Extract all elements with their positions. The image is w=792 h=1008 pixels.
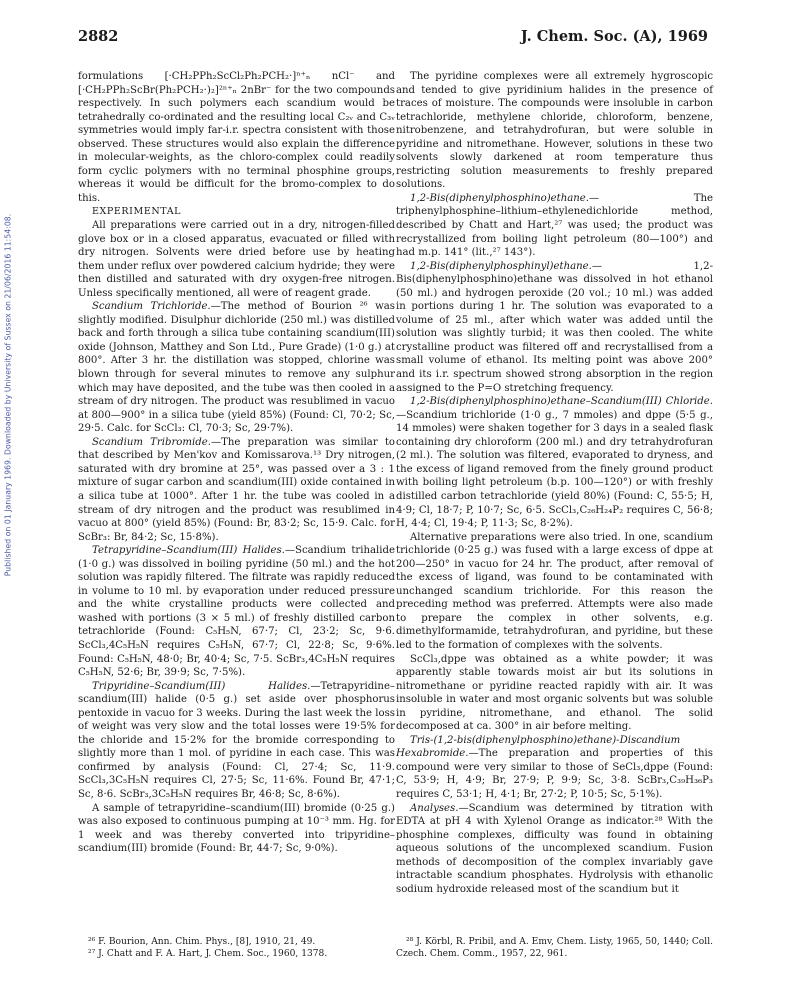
paragraph <box>78 300 395 435</box>
subheading: Analyses. <box>410 802 459 814</box>
paragraph-text: —The preparation and properties of this compound were very similar to those of SeCl₃,dppe (Found: C, 53·9; H, 4·9; Br, 27·9; P, 9·9; Sc, 3·8. ScBr₃,C₃₉H₃₆P₃ requires C, 53·1; H, 4·1; Br, 27·2; P, 10·5; Sc, 5·1%). <box>396 748 713 800</box>
right-column <box>396 70 713 896</box>
subheading: Tetrapyridine–Scandium(III) Halides. <box>92 545 285 557</box>
paragraph <box>396 734 713 802</box>
paragraph: Alternative preparations were also tried. In one, scandium trichloride (0·25 g.) was fused with a large excess of dppe at 200—250° in vacuo for 24 hr. The product, after removal of the excess of ligand, was found to be contaminated with unchanged scandium trichloride. For this reason the preceding method was preferred. Attempts were also made to prepare the complex in other solvents, e.g. dimethylformamide, tetrahydrofuran, and pyridine, but these led to the formation of complexes with the solvents. <box>396 531 713 651</box>
footnotes-right <box>396 937 713 960</box>
paragraph: A sample of tetrapyridine–scandium(III) bromide (0·25 g.) was also exposed to continuous pumping at 10⁻³ mm. Hg. for 1 week and was thereby converted into tripyridine–scandium(III) bromide (Found: Br, 44·7; Sc, 9·0%). <box>78 802 395 855</box>
paragraph-text: —Scandium was determined by titration with EDTA at pH 4 with Xylenol Orange as indicator.²⁸ With the phosphine complexes, difficulty was found in obtaining aqueous solutions of the uncomplexed scandium. Fusion methods of decomposition of the complex invariably gave intractable scandium phosphates. Hydrolysis with ethanolic sodium hydroxide released most of the scandium but it <box>396 802 713 895</box>
footnote: ²⁷ J. Chatt and F. A. Hart, J. Chem. Soc., 1960, 1378. <box>88 948 328 959</box>
paragraph-text: —Scandium trichloride (1·0 g., 7 mmoles) and dppe (5·5 g., 14 mmoles) were shaken together for 3 days in a sealed flask containing dry chloroform (200 ml.) and dry tetrahydrofuran (2 ml.). The solution was filtered, evaporated to dryness, and the excess of ligand removed from the finely ground product with boiling light petroleum (b.p. 100—120°) or with freshly distilled carbon tetrachloride (yield 80%) (Found: C, 55·5; H, 4·9; Cl, 18·7; P, 10·7; Sc, 6·5. ScCl₃,C₂₆H₂₄P₂ requires C, 56·8; H, 4·4; Cl, 19·4; P, 11·3; Sc, 8·2%). <box>396 409 713 530</box>
footnotes-left <box>78 937 395 960</box>
page-header <box>78 28 708 52</box>
subheading: Tris-(1,2-bis(diphenylphosphino)ethane)-Discandium Hexabromide. <box>396 734 681 760</box>
paragraph-text: —The method of Bourion ²⁶ was slightly modified. Disulphur dichloride (250 ml.) was distilled back and forth through a silica tube containing scandium(III) oxide (Johnson, Matthey and Son Ltd., Pure Grade) (1·0 g.) at 800°. After 3 hr. the distillation was stopped, chlorine was blown through for several minutes to remove any sulphur which may have deposited, and the tube was then cooled in a stream of dry nitrogen. The product was resublimed in vacuo at 800—900° in a silica tube (yield 85%) (Found: Cl, 70·2; Sc, 29·5. Calc. for ScCl₃: Cl, 70·3; Sc, 29·7%). <box>78 301 395 435</box>
paragraph: The pyridine complexes were all extremely hygroscopic and tended to give pyridinium halides in the presence of traces of moisture. The compounds were insoluble in carbon tetrachloride, methylene chloride, chloroform, benzene, nitrobenzene, and tetrahydrofuran, but were soluble in pyridine and nitromethane. However, solutions in these two solvents slowly darkened at room temperature thus restricting solution measurements to freshly prepared solutions. <box>396 71 713 191</box>
paragraph-text: — 1,2-Bis(diphenylphosphino)ethane was dissolved in hot ethanol (50 ml.) and hydrogen peroxide (20 vol.; 10 ml.) was added in portions during 1 hr. The solution was evaporated to a volume of 25 ml., after which water was added until the solution was slightly turbid; it was then cooled. The white crystalline product was filtered off and recrystallised from a small volume of ethanol. Its melting point was above 200° and its i.r. spectrum showed strong absorption in the region assigned to the P=O stretching frequency. <box>396 260 713 394</box>
journal-title: J. Chem. Soc. (A), 1969 <box>520 28 708 45</box>
download-watermark-text: Published on 01 January 1969. Downloaded by University of Sussex on 21/06/2016 11:54:08. <box>3 213 13 577</box>
footnote: ²⁸ J. Körbl, R. Pribil, and A. Emv, Chem. Listy, 1965, 50, 1440; Coll. Czech. Chem. Comm., 1957, 22, 961. <box>396 937 713 959</box>
paragraph-text: —Tetrapyridine–scandium(III) halide (0·5 g.) set aside over phosphorus pentoxide in vacuo for 3 weeks. During the last week the loss of weight was very slow and the total losses were 19·5% for the chloride and 15·2% for the bromide corresponding to slightly more than 1 mol. of pyridine in each case. This was confirmed by analysis (Found: Cl, 27·4; Sc, 11·9. ScCl₃,3C₅H₅N requires Cl, 27·5; Sc, 11·6%. Found Br, 47·1; Sc, 8·6. ScBr₃,3C₅H₅N requires Br, 46·8; Sc, 8·6%). <box>78 680 395 800</box>
paragraph <box>78 544 395 679</box>
paragraph-text: — The triphenylphosphine–lithium–ethylenedichloride method, described by Chatt and Hart,²⁷ was used; the product was recrystallized from boiling light petroleum (80—100°) and had m.p. 141° (lit.,²⁷ 143°). <box>396 192 713 259</box>
paragraph <box>396 395 713 530</box>
paragraph-text: —The preparation was similar to that described by Men'kov and Komissarova.¹³ Dry nitrogen, saturated with dry bromine at 25°, was passed over a 3 : 1 mixture of sugar carbon and scandium(III) oxide contained in a silica tube at 1000°. After 1 hr. the tube was cooled in a stream of dry nitrogen and the product was resublimed in vacuo at 800° (yield 85%) (Found: Br, 83·2; Sc, 15·9. Calc. for ScBr₃: Br, 84·2; Sc, 15·8%). <box>78 436 395 543</box>
subheading: Tripyridine–Scandium(III) Halides. <box>92 680 311 692</box>
paragraph <box>396 260 713 395</box>
left-column <box>78 70 395 856</box>
download-watermark <box>0 100 16 690</box>
subheading: 1,2-Bis(diphenylphosphino)ethane. <box>410 192 589 204</box>
paragraph <box>78 680 395 802</box>
subheading: Scandium Trichloride. <box>92 301 211 313</box>
paragraph: All preparations were carried out in a dry, nitrogen-filled glove box or in a closed apparatus, evacuated or filled with dry nitrogen. Solvents were dried before use by heating them under reflux over powdered calcium hydride; they were then distilled and saturated with dry oxygen-free nitrogen. Unless specifically mentioned, all were of reagent grade. <box>78 220 395 299</box>
paragraph <box>396 802 713 897</box>
page-number: 2882 <box>78 28 119 45</box>
subheading: 1,2-Bis(diphenylphosphinyl)ethane. <box>410 260 592 272</box>
subheading: 1,2-Bis(diphenylphosphino)ethane–Scandium(III) Chloride. <box>410 396 713 408</box>
paragraph: ScCl₃,dppe was obtained as a white powder; it was apparently stable towards moist air but its solutions in nitromethane or pyridine reacted rapidly with air. It was insoluble in water and most organic solvents but was soluble in pyridine, nitromethane, and ethanol. The solid decomposed at ca. 300° in air before melting. <box>396 653 713 733</box>
paragraph: formulations [·CH₂PPh₂ScCl₂Ph₂PCH₂·]ⁿ⁺ₙ nCl⁻ and [·CH₂PPh₂ScBr(Ph₂PCH₂·)₂]²ⁿ⁺ₙ 2nBr⁻ for the two compounds respectively. In such polymers each scandium would be tetrahedrally co-ordinated and the resulting local C₂ᵥ and C₃ᵥ symmetries would imply far-i.r. spectra consistent with those observed. These structures would also explain the difference in molecular-weights, as the chloro-complex could readily form cyclic polymers with no terminal phosphine groups, whereas it would be difficult for the bromo-complex to do this. <box>78 71 395 204</box>
paragraph <box>396 192 713 260</box>
subheading: Scandium Tribromide. <box>92 436 211 448</box>
paragraph-text: —Scandium trihalide (1·0 g.) was dissolved in boiling pyridine (50 ml.) and the hot solution was rapidly filtered. The filtrate was rapidly reduced in volume to 10 ml. by evaporation under reduced pressure and the white crystalline products were collected and washed with portions (3 × 5 ml.) of freshly distilled carbon tetrachloride (Found: C₅H₅N, 67·7; Cl, 23·2; Sc, 9·6. ScCl₃,4C₅H₅N requires C₅H₅N, 67·7; Cl, 22·8; Sc, 9·6%. Found: C₅H₅N, 48·0; Br, 40·4; Sc, 7·5. ScBr₃,4C₅H₅N requires C₅H₅N, 52·6; Br, 39·9; Sc, 7·5%). <box>78 545 395 679</box>
paragraph <box>78 436 395 544</box>
section-heading: EXPERIMENTAL <box>92 206 182 218</box>
footnote: ²⁶ F. Bourion, Ann. Chim. Phys., [8], 1910, 21, 49. <box>88 937 316 947</box>
